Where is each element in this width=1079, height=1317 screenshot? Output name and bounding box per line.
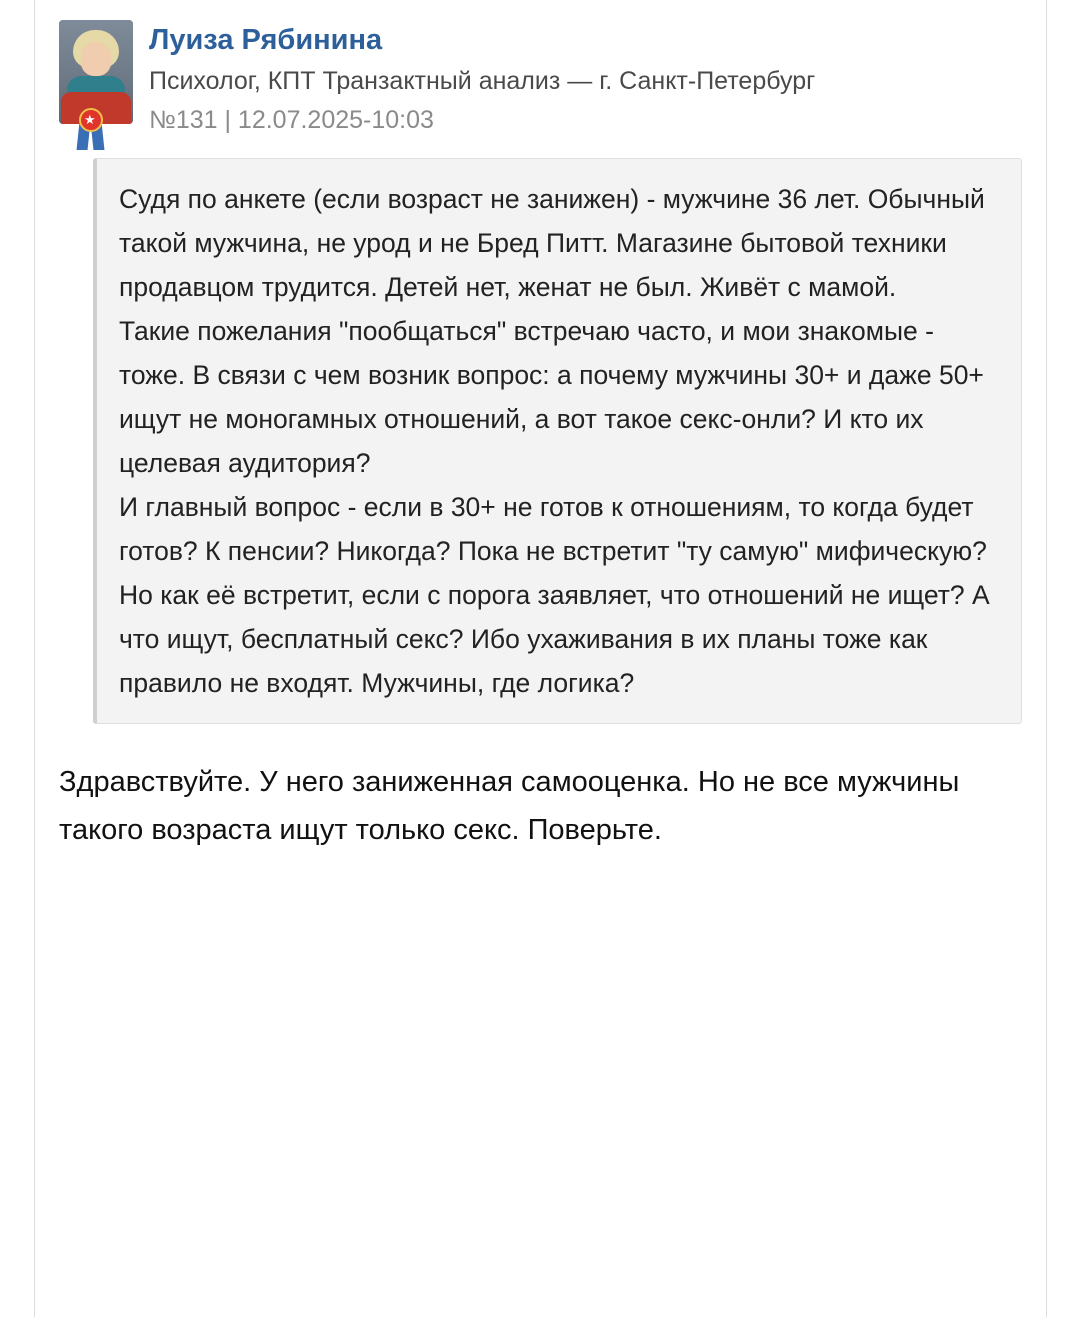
post-header-text (149, 20, 1022, 136)
verified-badge-icon (71, 106, 111, 152)
post-card (34, 0, 1047, 1317)
reply-body (59, 758, 1022, 854)
quote-paragraph: Такие пожелания "пообщаться" встречаю часто, и мои знакомые - тоже. В связи с чем возник вопрос: а почему мужчины 30+ и даже 50+ ищут не моногамных отношений, а вот такое секс-онли? И кто их целевая аудитория? (119, 316, 984, 478)
reply-text: Здравствуйте. У него заниженная самооценка. Но не все мужчины такого возраста ищут только секс. Поверьте. (59, 766, 960, 846)
post-header (35, 0, 1046, 136)
quoted-message (93, 158, 1022, 724)
quote-paragraph: Судя по анкете (если возраст не занижен) - мужчине 36 лет. Обычный такой мужчина, не урод и не Бред Питт. Магазине бытовой техники продавцом трудится. Детей нет, женат не был. Живёт с мамой. (119, 184, 985, 302)
badge-star-icon: ★ (84, 112, 96, 127)
quote-paragraph: И главный вопрос - если в 30+ не готов к отношениям, то когда будет готов? К пенсии? Никогда? Пока не встретит "ту самую" мифическую? Но как её встретит, если с порога заявляет, что отношений не ищет? А что ищут, бесплатный секс? Ибо ухаживания в их планы тоже как правило не входят. Мужчины, где логика? (119, 492, 990, 698)
avatar-face (81, 42, 111, 76)
author-name[interactable]: Луиза Рябинина (149, 24, 383, 56)
post-meta: №131 | 12.07.2025-10:03 (149, 106, 434, 134)
author-description: Психолог, КПТ Транзактный анализ — г. Санкт-Петербург (149, 67, 816, 95)
avatar-container[interactable] (59, 20, 133, 127)
